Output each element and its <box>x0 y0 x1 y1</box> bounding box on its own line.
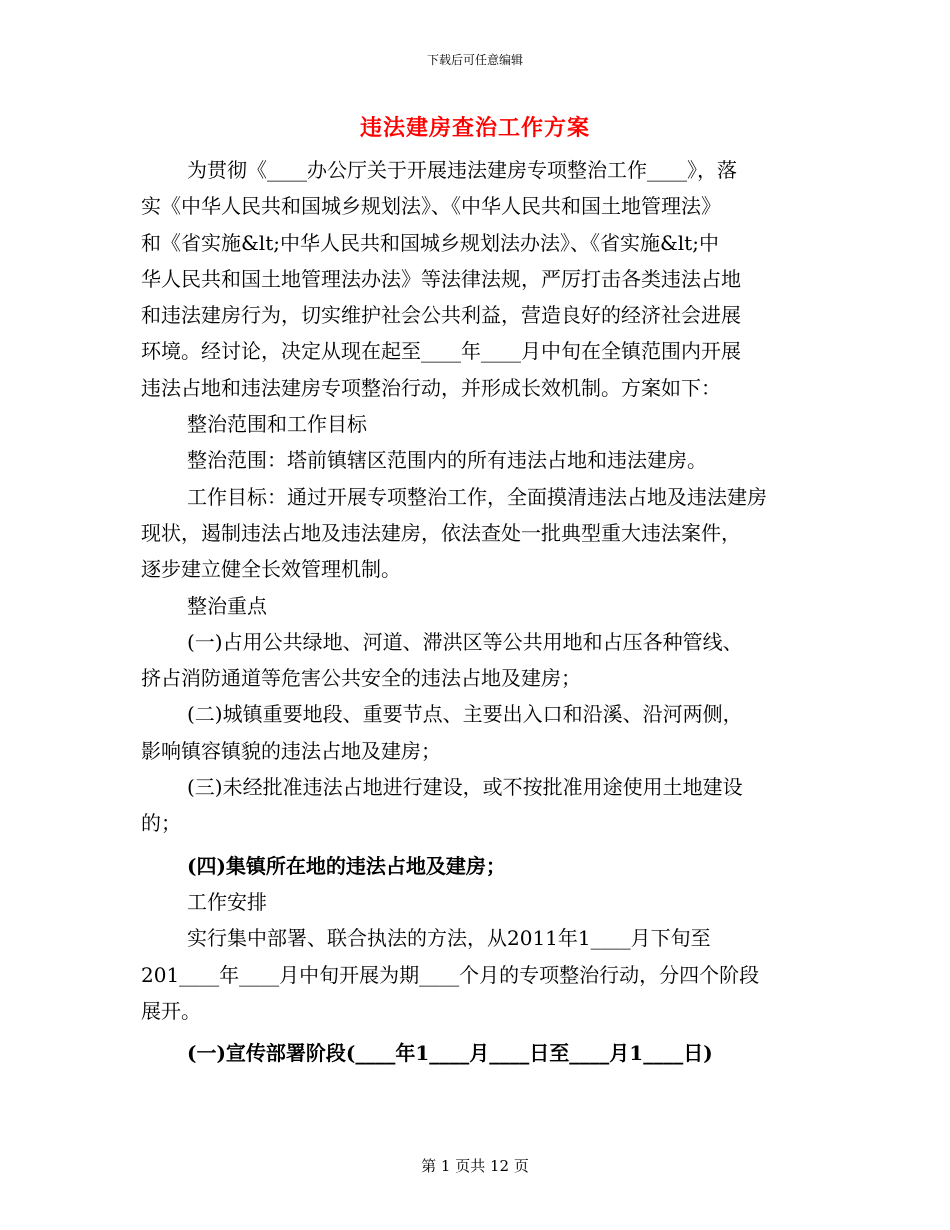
document-title: 违法建房查治工作方案 <box>359 115 590 141</box>
text-line: (三)未经批准违法占地进行建设，或不按批准用途使用土地建设 <box>187 775 743 800</box>
text-line: 挤占消防通道等危害公共安全的违法占地及建房； <box>141 666 581 691</box>
text-line: (二)城镇重要地段、重要节点、主要出入口和沿溪、沿河两侧， <box>187 702 743 727</box>
text-line: 实《中华人民共和国城乡规划法》、《中华人民共和国土地管理法》 <box>141 194 721 219</box>
text-line: 工作目标：通过开展专项整治工作，全面摸清违法占地及违法建房 <box>187 484 767 509</box>
text-line: 逐步建立健全长效管理机制。 <box>141 557 401 582</box>
text-line: 整治范围和工作目标 <box>187 412 367 437</box>
page-footer: 第 1 页共 12 页 <box>421 1157 529 1175</box>
text-line: 展开。 <box>141 998 201 1023</box>
text-line: 工作安排 <box>187 889 267 914</box>
text-line: 和违法建房行为，切实维护社会公共利益，营造良好的经济社会进展 <box>141 303 741 328</box>
header-note: 下载后可任意编辑 <box>426 53 523 67</box>
text-line: 影响镇容镇貌的违法占地及建房； <box>141 738 441 763</box>
text-line: 整治范围：塔前镇辖区范围内的所有违法占地和违法建房。 <box>187 448 707 473</box>
text-line: 整治重点 <box>187 593 267 618</box>
text-line: 为贯彻《____办公厅关于开展违法建房专项整治工作____》，落 <box>187 158 737 182</box>
text-line: 违法占地和违法建房专项整治行动，并形成长效机制。方案如下： <box>141 375 721 400</box>
document-body <box>141 152 809 1071</box>
text-line: (一)占用公共绿地、河道、滞洪区等公共用地和占压各种管线、 <box>187 629 743 654</box>
text-line: 华人民共和国土地管理法办法》等法律法规，严厉打击各类违法占地 <box>141 266 741 291</box>
text-line: 和《省实施&lt;中华人民共和国城乡规划法办法》、《省实施&lt;中 <box>141 230 719 255</box>
text-line: 现状，遏制违法占地及违法建房，依法查处一批典型重大违法案件， <box>141 520 741 545</box>
text-line: 实行集中部署、联合执法的方法，从2011年1____月下旬至 <box>187 926 711 951</box>
text-line: 201____年____月中旬开展为期____个月的专项整治行动，分四个阶段 <box>141 962 760 987</box>
text-line: 环境。经讨论，决定从现在起至____年____月中旬在全镇范围内开展 <box>141 339 741 364</box>
text-line: (四)集镇所在地的违法占地及建房； <box>187 853 506 878</box>
text-line: 的； <box>141 811 181 836</box>
text-line: (一)宣传部署阶段(____年1____月____日至____月1____日) <box>187 1041 713 1066</box>
